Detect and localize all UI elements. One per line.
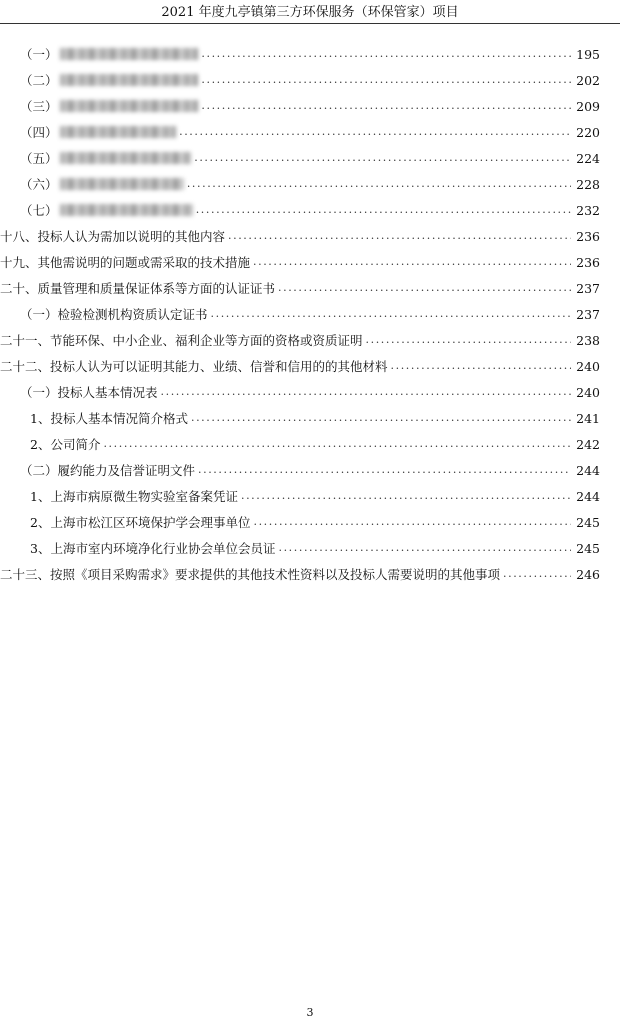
toc-entry-page: 244 (576, 488, 600, 504)
toc-entry-19[interactable] (0, 252, 600, 272)
toc-entry-20-1[interactable] (0, 304, 600, 324)
toc-entry-22-2[interactable] (0, 460, 600, 480)
toc-entry-22-1[interactable] (0, 382, 600, 402)
leader-dots (278, 541, 571, 555)
toc-entry-page: 241 (576, 410, 600, 426)
toc-entry-22-2-1[interactable] (0, 486, 600, 506)
toc-entry-20[interactable] (0, 278, 600, 298)
leader-dots (503, 567, 571, 581)
toc-entry-page: 228 (576, 176, 600, 192)
toc-entry-page: 195 (576, 46, 600, 62)
toc-entry-label: （一）投标人基本情况表 (20, 385, 158, 400)
toc-entry-page: 224 (576, 150, 600, 166)
toc-entry-label: 1、投标人基本情况简介格式 (30, 411, 188, 426)
toc-entry-label: 二十二、投标人认为可以证明其能力、业绩、信誉和信用的的其他材料 (0, 359, 388, 374)
toc-entry-page: 232 (576, 202, 600, 218)
redacted-text (60, 152, 192, 164)
toc-entry-page: 236 (576, 228, 600, 244)
toc-entry-redacted-4[interactable] (0, 122, 600, 142)
toc-entry-22-2-2[interactable] (0, 512, 600, 532)
toc-entry-redacted-6[interactable] (0, 174, 600, 194)
toc-entry-page: 202 (576, 72, 600, 88)
leader-dots (366, 333, 571, 347)
toc-entry-page: 240 (576, 358, 600, 374)
toc-entry-label: 二十、质量管理和质量保证体系等方面的认证证书 (0, 281, 276, 296)
toc-entry-23[interactable] (0, 564, 600, 584)
toc-entry-label: （二）履约能力及信誉证明文件 (20, 463, 196, 478)
page-header (0, 2, 620, 24)
leader-dots (196, 203, 571, 217)
toc-entry-page: 240 (576, 384, 600, 400)
toc-entry-redacted-7[interactable] (0, 200, 600, 220)
toc-entry-page: 245 (576, 514, 600, 530)
toc-entry-label: （一）检验检测机构资质认定证书 (20, 307, 208, 322)
toc-entry-label: （七） (20, 203, 58, 218)
toc-entry-label: 3、上海市室内环境净化行业协会单位会员证 (30, 541, 276, 556)
toc-entry-label: 1、上海市病原微生物实验室备案凭证 (30, 489, 238, 504)
toc-entry-page: 238 (576, 332, 600, 348)
toc-entry-22[interactable] (0, 356, 600, 376)
toc-entry-label: 二十一、节能环保、中小企业、福利企业等方面的资格或资质证明 (0, 333, 363, 348)
leader-dots (391, 359, 571, 373)
toc-entry-label: （六） (20, 177, 58, 192)
toc-entry-18[interactable] (0, 226, 600, 246)
toc-entry-label: 2、上海市松江区环境保护学会理事单位 (30, 515, 251, 530)
leader-dots (253, 515, 571, 529)
leader-dots (253, 255, 571, 269)
toc-entry-22-1-1[interactable] (0, 408, 600, 428)
leader-dots (228, 229, 571, 243)
redacted-text (60, 178, 184, 190)
toc-entry-label: （一） (20, 47, 58, 62)
redacted-text (60, 126, 177, 138)
toc-entry-label: 二十三、按照《项目采购需求》要求提供的其他技术性资料以及投标人需要说明的其他事项 (0, 567, 501, 582)
toc-entry-label: 十九、其他需说明的问题或需采取的技术措施 (0, 255, 251, 270)
leader-dots (191, 411, 571, 425)
toc-entry-22-1-2[interactable] (0, 434, 600, 454)
toc-entry-page: 237 (576, 280, 600, 296)
leader-dots (201, 47, 571, 61)
page-number: 3 (306, 1006, 314, 1019)
toc-entry-label: （五） (20, 151, 58, 166)
leader-dots (103, 437, 571, 451)
leader-dots (179, 125, 571, 139)
toc-entry-redacted-1[interactable] (0, 44, 600, 64)
leader-dots (161, 385, 571, 399)
toc-entry-page: 244 (576, 462, 600, 478)
toc-entry-page: 246 (576, 566, 600, 582)
leader-dots (211, 307, 571, 321)
redacted-text (60, 100, 199, 112)
leader-dots (241, 489, 571, 503)
toc-entry-page: 236 (576, 254, 600, 270)
redacted-text (60, 204, 193, 216)
leader-dots (278, 281, 571, 295)
toc-entry-label: （三） (20, 99, 58, 114)
toc-entry-22-2-3[interactable] (0, 538, 600, 558)
leader-dots (198, 463, 571, 477)
document-title: 2021 年度九亭镇第三方环保服务（环保管家）项目 (161, 5, 459, 20)
toc-entry-page: 220 (576, 124, 600, 140)
leader-dots (187, 177, 571, 191)
toc-entry-label: （四） (20, 125, 58, 140)
leader-dots (201, 99, 571, 113)
toc-entry-label: （二） (20, 73, 58, 88)
redacted-text (60, 74, 199, 86)
toc-entry-label: 十八、投标人认为需加以说明的其他内容 (0, 229, 226, 244)
toc-entry-page: 209 (576, 98, 600, 114)
leader-dots (194, 151, 571, 165)
toc-entry-label: 2、公司简介 (30, 437, 101, 452)
toc-entry-redacted-3[interactable] (0, 96, 600, 116)
toc-entry-21[interactable] (0, 330, 600, 350)
toc-entry-redacted-2[interactable] (0, 70, 600, 90)
toc-entry-page: 237 (576, 306, 600, 322)
leader-dots (201, 73, 571, 87)
redacted-text (60, 48, 199, 60)
toc-entry-redacted-5[interactable] (0, 148, 600, 168)
toc-entry-page: 242 (576, 436, 600, 452)
toc-entry-page: 245 (576, 540, 600, 556)
